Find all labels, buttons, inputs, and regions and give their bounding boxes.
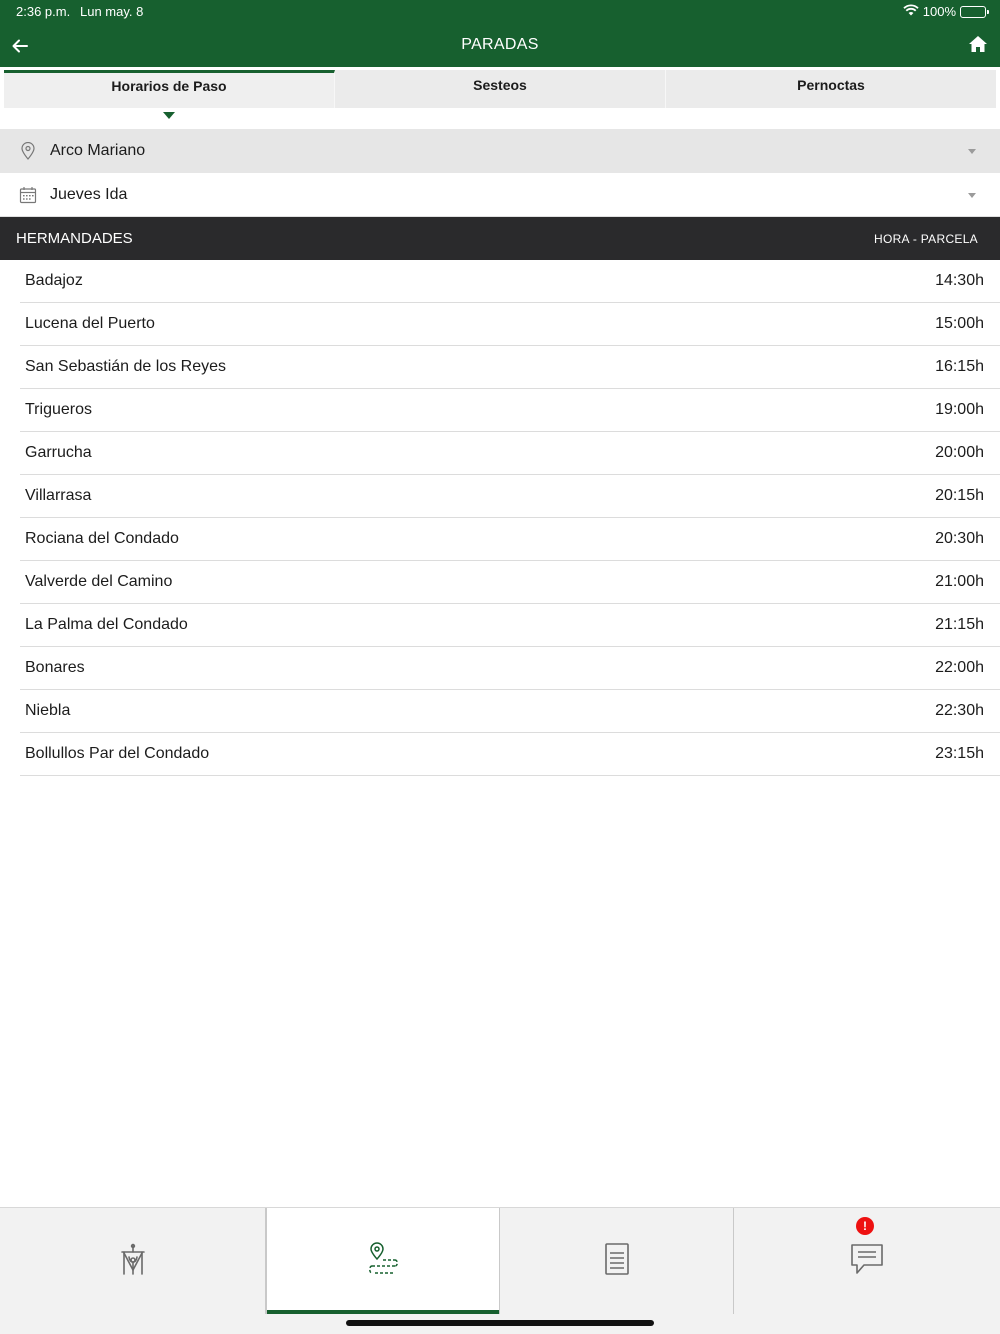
list-item[interactable] [20,518,1000,561]
tab-sesteos[interactable] [335,70,666,108]
hermandad-name: Garrucha [25,444,92,461]
tab-label: Pernoctas [797,77,865,93]
hermandad-time: 23:15h [935,745,984,762]
tab-label: Sesteos [473,77,527,93]
hermandad-time: 16:15h [935,358,984,375]
hermandad-time: 20:00h [935,444,984,461]
hermandad-time: 22:00h [935,659,984,676]
list-item[interactable] [20,647,1000,690]
home-indicator [346,1320,654,1326]
hermandad-time: 21:00h [935,573,984,590]
tabbar-item-mensajes[interactable] [734,1208,1000,1314]
hermandad-name: Valverde del Camino [25,573,173,590]
hermandad-name: Rociana del Condado [25,530,179,547]
hermandad-name: Trigueros [25,401,92,418]
list-item[interactable] [20,346,1000,389]
list-item[interactable] [20,733,1000,776]
list-item[interactable] [20,604,1000,647]
hermandad-name: Bollullos Par del Condado [25,745,210,762]
list-item[interactable] [20,475,1000,518]
home-icon [968,35,988,53]
tabbar-item-hermandades[interactable] [0,1208,266,1314]
document-icon [604,1242,630,1281]
dropdown-arrow-icon [968,193,976,198]
tab-pernoctas[interactable] [666,70,996,108]
hermandades-list [0,260,1000,776]
active-tab-caret-icon [163,112,175,119]
route-stops-icon [368,1242,398,1281]
hermandad-time: 21:15h [935,616,984,633]
list-item[interactable] [20,561,1000,604]
segment-tabs [4,70,996,108]
status-time: 2:36 p.m. [16,4,71,19]
hermandad-time: 19:00h [935,401,984,418]
tabbar-item-paradas[interactable] [266,1208,500,1314]
tab-label: Horarios de Paso [111,78,227,94]
hermandad-name: San Sebastián de los Reyes [25,358,227,375]
list-item[interactable] [20,690,1000,733]
hermandad-name: Bonares [25,659,85,676]
chat-icon [850,1243,884,1280]
calendar-icon [18,185,38,205]
shrine-icon [120,1243,146,1280]
table-header [0,217,1000,260]
location-value: Arco Mariano [50,142,146,159]
hermandad-name: Villarrasa [25,487,92,504]
list-item[interactable] [20,432,1000,475]
column-header-hora-parcela: HORA - PARCELA [873,232,978,246]
top-bar [0,0,1000,67]
dropdown-arrow-icon [968,149,976,154]
page-title: PARADAS [461,36,539,53]
hermandad-time: 20:15h [935,487,984,504]
hermandad-time: 14:30h [935,272,984,289]
tabbar-item-documentos[interactable] [500,1208,734,1314]
notification-badge: ! [856,1217,874,1235]
battery-icon [960,6,986,18]
bottom-tab-bar [0,1207,1000,1334]
day-value: Jueves Ida [50,185,128,203]
column-header-hermandades: HERMANDADES [16,230,133,247]
list-item[interactable] [20,260,1000,303]
hermandad-time: 22:30h [935,702,984,719]
hermandad-name: Niebla [25,702,71,719]
list-item[interactable] [20,303,1000,346]
hermandad-name: La Palma del Condado [25,616,188,633]
day-select[interactable] [0,173,1000,217]
hermandad-name: Badajoz [25,272,83,289]
location-pin-icon [18,141,38,161]
home-button[interactable] [968,35,990,55]
status-indicators [903,4,986,19]
battery-percent: 100% [922,4,956,19]
wifi-icon [903,4,919,19]
location-select[interactable] [0,129,1000,173]
tab-horarios-de-paso[interactable] [4,70,335,108]
list-item[interactable] [20,389,1000,432]
hermandad-time: 20:30h [935,530,984,547]
status-date: Lun may. 8 [80,4,144,19]
hermandad-name: Lucena del Puerto [25,315,155,332]
hermandad-time: 15:00h [935,315,984,332]
